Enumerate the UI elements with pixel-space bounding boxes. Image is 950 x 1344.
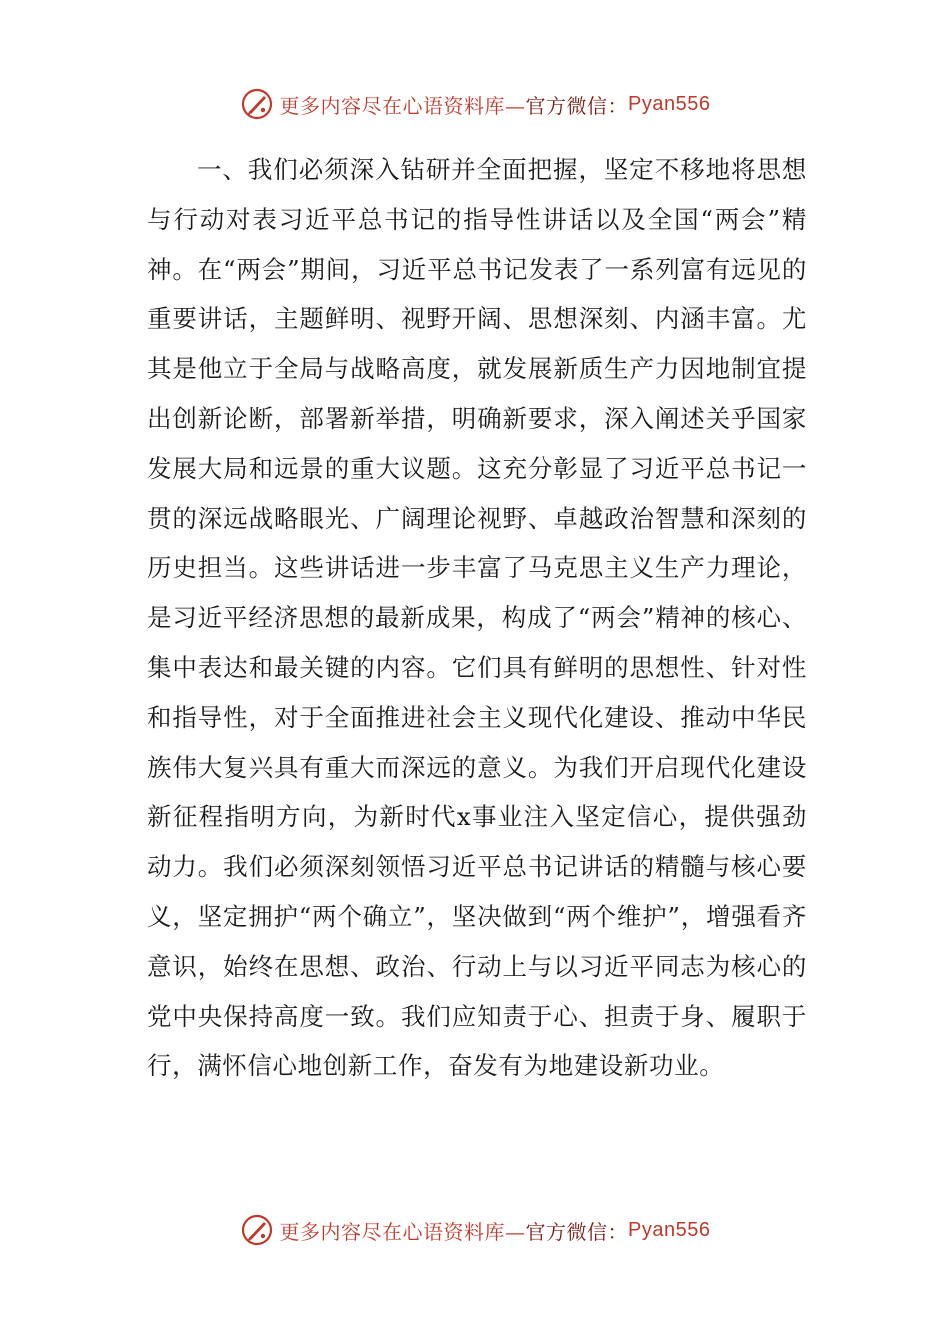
footer-watermark: [0, 1210, 950, 1250]
watermark-wechat-id: Pyan556: [628, 1218, 711, 1241]
watermark-wechat-id: Pyan556: [628, 92, 711, 115]
watermark-wechat-label: 官方微信：: [525, 93, 629, 118]
document-paragraph: 一、我们必须深入钻研并全面把握，坚定不移地将思想与行动对表习近平总书记的指导性讲话以及全国“两会”精神。在“两会”期间，习近平总书记发表了一系列富有远见的重要讲话，主题鲜明、视野开阔、思想深刻、内涵丰富。尤其是他立于全局与战略高度，就发展新质生产力因地制宜提出创新论断，部署新举措，明确新要求，深入阐述关乎国家发展大局和远景的重大议题。这充分彰显了习近平总书记一贯的深远战略眼光、广阔理论视野、卓越政治智慧和深刻的历史担当。这些讲话进一步丰富了马克思主义生产力理论，是习近平经济思想的最新成果，构成了“两会”精神的核心、集中表达和最关键的内容。它们具有鲜明的思想性、针对性和指导性，对于全面推进社会主义现代化建设、推动中华民族伟大复兴具有重大而深远的意义。为我们开启现代化建设新征程指明方向，为新时代x事业注入坚定信心，提供强劲动力。我们必须深刻领悟习近平总书记讲话的精髓与核心要义，坚定拥护“两个确立”，坚决做到“两个维护”，增强看齐意识，始终在思想、政治、行动上与以习近平同志为核心的党中央保持高度一致。我们应知责于心、担责于身、履职于行，满怀信心地创新工作，奋发有为地建设新功业。: [147, 155, 807, 1081]
header-watermark: [0, 84, 950, 124]
watermark-wechat-label: 官方微信：: [525, 1219, 629, 1244]
quill-logo-icon: [240, 87, 274, 121]
watermark-main-text: 更多内容尽在心语资料库—: [279, 1219, 526, 1244]
watermark-main-text: 更多内容尽在心语资料库—: [279, 93, 526, 118]
quill-logo-icon: [240, 1213, 274, 1247]
